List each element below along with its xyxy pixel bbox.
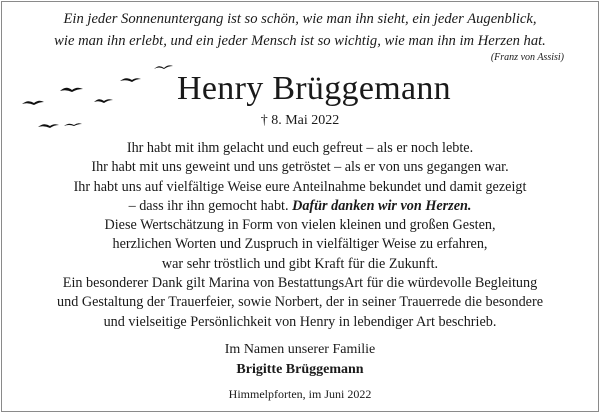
- message-line: Ein besonderer Dank gilt Marina von BestattungsArt für die würdevolle Begleitung: [62, 275, 538, 292]
- quote: [2, 8, 598, 52]
- quote-line: Ein jeder Sonnenuntergang ist so schön, wie man ihn sieht, ein jeder Augenblick,: [63, 11, 537, 27]
- family-intro: Im Namen unserer Familie: [224, 342, 376, 357]
- message-emphasis: Dafür danken wir von Herzen.: [292, 197, 472, 214]
- signer-name: Brigitte Brüggemann: [236, 362, 364, 377]
- message-line: Ihr habt mit uns geweint und uns getröstet – als er von uns gegangen war.: [91, 159, 509, 176]
- quote-source: (Franz von Assisi): [490, 52, 564, 63]
- death-date: † 8. Mai 2022: [260, 113, 340, 128]
- message-line-text: – dass ihr ihn gemocht habt.: [128, 197, 293, 214]
- message-line: und vielseitige Persönlichkeit von Henry in lebendiger Art beschrieb.: [103, 313, 497, 330]
- message-line: und Gestaltung der Trauerfeier, sowie Norbert, der in seiner Trauerrede die besondere: [57, 294, 543, 311]
- quote-line: wie man ihn erlebt, und ein jeder Mensch ist so wichtig, wie man ihn im Herzen hat.: [54, 33, 546, 49]
- deceased-name: Henry Brüggemann: [177, 70, 451, 107]
- thank-you-message: [2, 139, 598, 332]
- obituary-card: [1, 1, 599, 412]
- place-date: Himmelpforten, im Juni 2022: [228, 387, 372, 401]
- message-line: [2, 197, 598, 216]
- family-signature: [2, 340, 598, 380]
- message-line: war sehr tröstlich und gibt Kraft für die Zukunft.: [161, 255, 439, 272]
- message-line: Diese Wertschätzung in Form von vielen kleinen und großen Gesten,: [104, 217, 496, 234]
- message-line: herzlichen Worten und Zuspruch in vielfältiger Weise zu erfahren,: [112, 236, 488, 253]
- message-line: Ihr habt mit ihm gelacht und euch gefreut – als er noch lebte.: [126, 140, 474, 156]
- message-line: Ihr habt uns auf vielfältige Weise eure Anteilnahme bekundet und damit gezeigt: [73, 178, 527, 195]
